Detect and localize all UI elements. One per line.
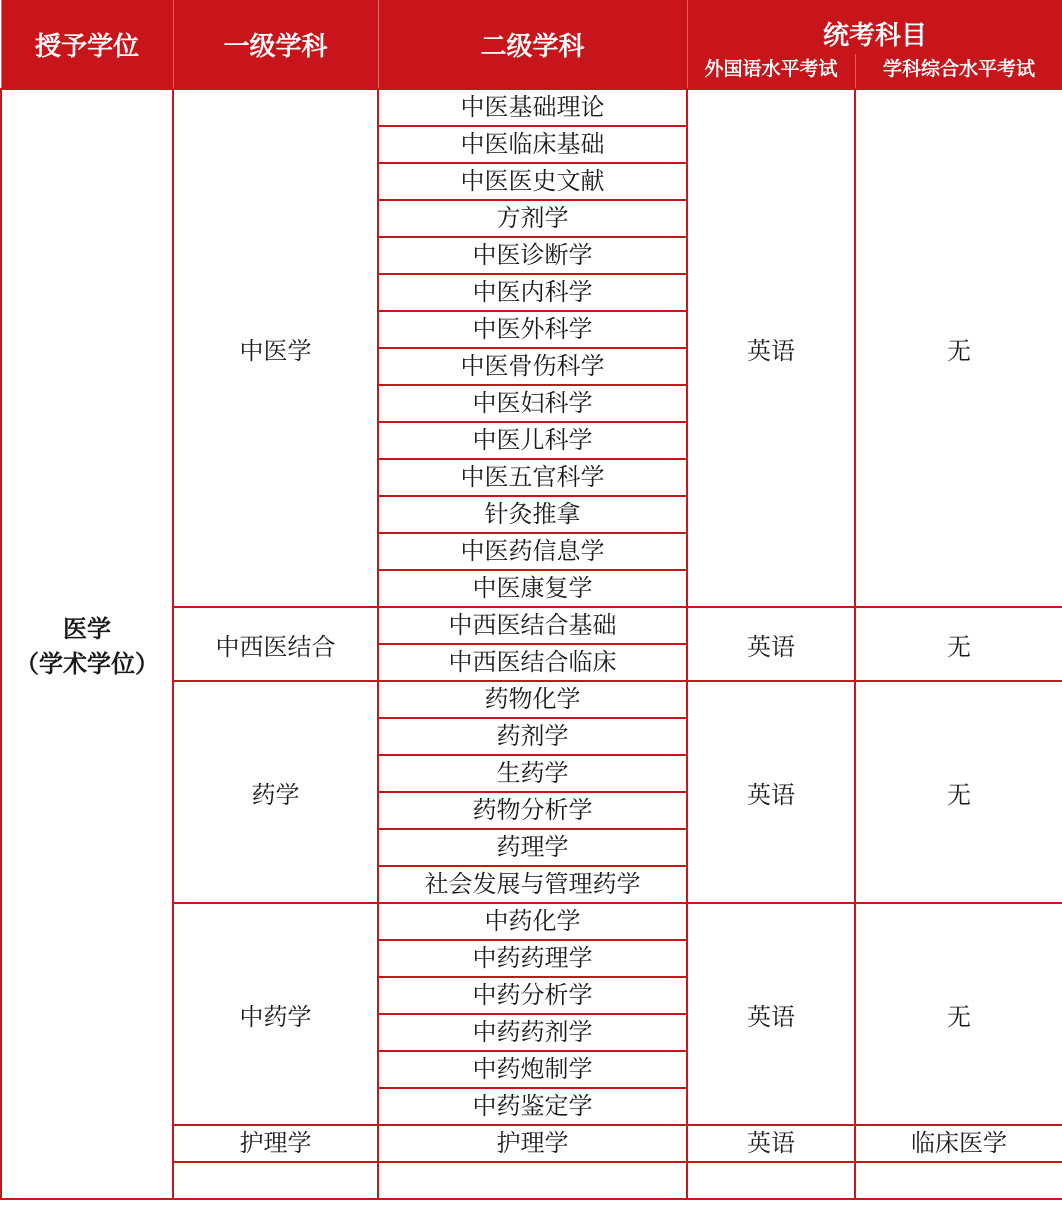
table-row bbox=[1, 89, 1062, 126]
table-header bbox=[1, 0, 1062, 89]
level2-discipline-cell: 药物分析学 bbox=[378, 792, 687, 829]
degree-type: （学术学位） bbox=[15, 650, 159, 678]
level1-discipline-cell: 中西医结合 bbox=[173, 607, 378, 681]
level2-discipline-cell: 中药药剂学 bbox=[378, 1014, 687, 1051]
level1-discipline-cell: 中医学 bbox=[173, 89, 378, 607]
level1-discipline-cell: 药学 bbox=[173, 681, 378, 903]
level2-discipline-cell: 社会发展与管理药学 bbox=[378, 866, 687, 903]
degree-name: 医学 bbox=[63, 615, 111, 643]
level2-discipline-cell: 中药炮制学 bbox=[378, 1051, 687, 1088]
header-degree: 授予学位 bbox=[1, 0, 173, 89]
level2-discipline-cell: 方剂学 bbox=[378, 200, 687, 237]
level2-discipline-cell: 中医药信息学 bbox=[378, 533, 687, 570]
level2-discipline-cell: 药理学 bbox=[378, 829, 687, 866]
foreign-language-exam-cell: 英语 bbox=[687, 681, 855, 903]
level2-discipline-cell: 护理学 bbox=[378, 1125, 687, 1162]
header-exam-subjects: 统考科目 bbox=[687, 0, 1062, 54]
header-level2-discipline: 二级学科 bbox=[378, 0, 687, 89]
level2-discipline-cell: 中医儿科学 bbox=[378, 422, 687, 459]
comprehensive-exam-cell: 无 bbox=[855, 607, 1062, 681]
level2-discipline-cell: 中医临床基础 bbox=[378, 126, 687, 163]
comprehensive-exam-cell: 无 bbox=[855, 681, 1062, 903]
degree-cell bbox=[1, 89, 173, 1199]
level2-discipline-cell: 中药化学 bbox=[378, 903, 687, 940]
level2-discipline-cell: 中医康复学 bbox=[378, 570, 687, 607]
level2-discipline-cell: 中药药理学 bbox=[378, 940, 687, 977]
foreign-language-exam-cell: 英语 bbox=[687, 89, 855, 607]
level2-discipline-cell: 中医医史文献 bbox=[378, 163, 687, 200]
level2-discipline-cell: 中医诊断学 bbox=[378, 237, 687, 274]
level2-discipline-cell: 针灸推拿 bbox=[378, 496, 687, 533]
level2-discipline-cell: 中药鉴定学 bbox=[378, 1088, 687, 1125]
table-body bbox=[1, 89, 1062, 1199]
level2-discipline-cell: 中药分析学 bbox=[378, 977, 687, 1014]
level2-discipline-cell: 生药学 bbox=[378, 755, 687, 792]
comprehensive-exam-cell: 无 bbox=[855, 903, 1062, 1125]
level2-discipline-cell: 药物化学 bbox=[378, 681, 687, 718]
comprehensive-exam-cell: 无 bbox=[855, 89, 1062, 607]
empty-cell bbox=[173, 1162, 378, 1199]
header-comprehensive-exam: 学科综合水平考试 bbox=[855, 54, 1062, 89]
level2-discipline-cell: 中医妇科学 bbox=[378, 385, 687, 422]
level2-discipline-cell: 中医骨伤科学 bbox=[378, 348, 687, 385]
level1-discipline-cell: 护理学 bbox=[173, 1125, 378, 1162]
foreign-language-exam-cell: 英语 bbox=[687, 903, 855, 1125]
empty-cell bbox=[378, 1162, 687, 1199]
header-level1-discipline: 一级学科 bbox=[173, 0, 378, 89]
level2-discipline-cell: 中医五官科学 bbox=[378, 459, 687, 496]
level2-discipline-cell: 中医基础理论 bbox=[378, 89, 687, 126]
comprehensive-exam-cell: 临床医学 bbox=[855, 1125, 1062, 1162]
level2-discipline-cell: 中西医结合临床 bbox=[378, 644, 687, 681]
empty-cell bbox=[687, 1162, 855, 1199]
level2-discipline-cell: 中医内科学 bbox=[378, 274, 687, 311]
level1-discipline-cell: 中药学 bbox=[173, 903, 378, 1125]
level2-discipline-cell: 药剂学 bbox=[378, 718, 687, 755]
foreign-language-exam-cell: 英语 bbox=[687, 1125, 855, 1162]
level2-discipline-cell: 中西医结合基础 bbox=[378, 607, 687, 644]
header-foreign-language-exam: 外国语水平考试 bbox=[687, 54, 855, 89]
empty-cell bbox=[855, 1162, 1062, 1199]
foreign-language-exam-cell: 英语 bbox=[687, 607, 855, 681]
level2-discipline-cell: 中医外科学 bbox=[378, 311, 687, 348]
